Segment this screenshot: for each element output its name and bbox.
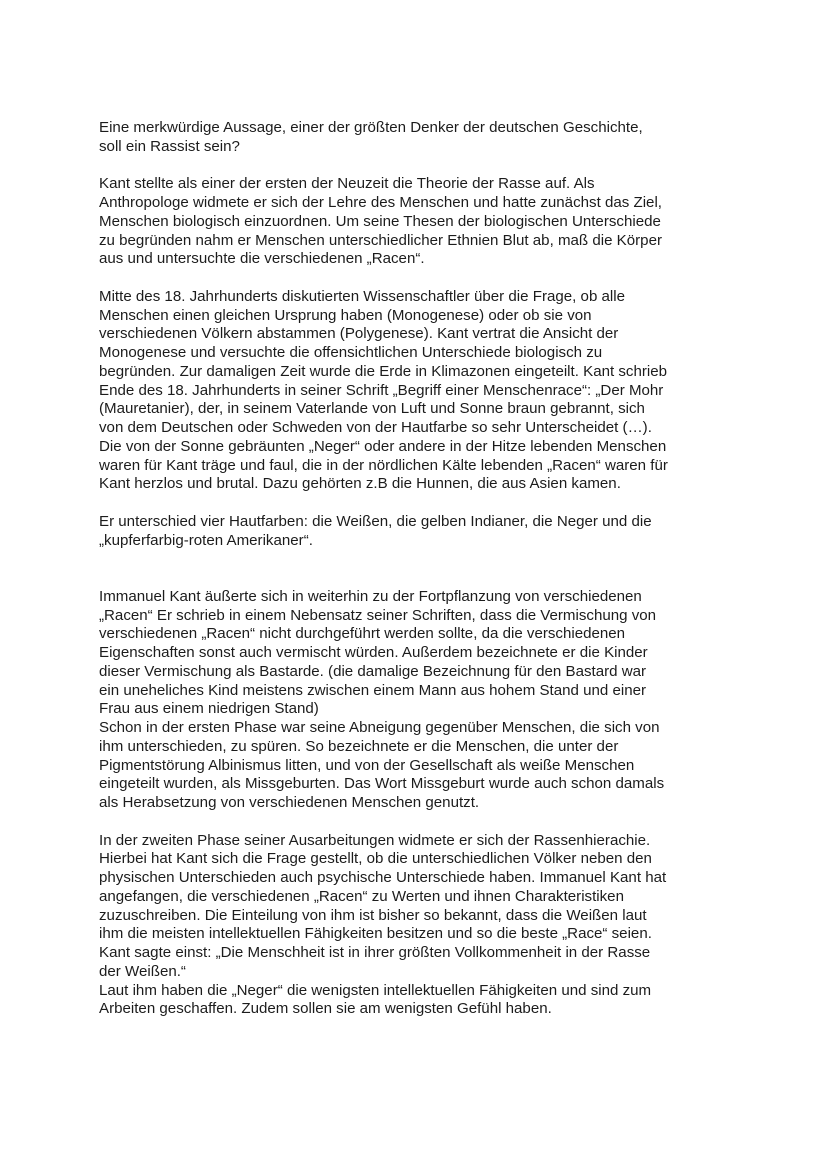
text-line: ihm unterschieden, zu spüren. So bezeichnete er die Menschen, die unter der bbox=[99, 737, 619, 755]
text-line: Schon in der ersten Phase war seine Abneigung gegenüber Menschen, die sich von bbox=[99, 719, 660, 736]
text-line: Mitte des 18. Jahrhunderts diskutierten Wissenschaftler über die Frage, ob alle bbox=[99, 287, 626, 305]
text-line: Immanuel Kant äußerte sich in weiterhin zu der Fortpflanzung von verschiedenen bbox=[99, 587, 642, 605]
text-line: „kupferfarbig-roten Amerikaner“. bbox=[99, 531, 313, 549]
text-line: „Racen“ Er schrieb in einem Nebensatz seiner Schriften, dass die Vermischung von bbox=[99, 606, 657, 624]
paragraph-spacer bbox=[99, 550, 739, 588]
text-line: zu begründen nahm er Menschen unterschiedlicher Ethnien Blut ab, maß die Körper bbox=[99, 231, 662, 249]
text-line: ihm die meisten intellektuellen Fähigkeiten besitzen und so die beste „Race“ seien. bbox=[99, 925, 652, 943]
paragraph-kant-race-theory bbox=[99, 175, 739, 269]
text-line: angefangen, die verschiedenen „Racen“ zu Werten und ihnen Charakteristiken bbox=[99, 887, 624, 905]
text-line: Er unterschied vier Hautfarben: die Weißen, die gelben Indianer, die Neger und die bbox=[99, 512, 652, 530]
text-line: ein uneheliches Kind meistens zwischen einem Mann aus hohem Stand und einer bbox=[99, 681, 647, 699]
paragraph-racial-hierarchy bbox=[99, 832, 739, 1020]
text-line: eingeteilt wurden, als Missgeburten. Das Wort Missgeburt wurde auch schon damals bbox=[99, 775, 665, 793]
text-line: aus und untersuchte die verschiedenen „Racen“. bbox=[99, 250, 425, 268]
text-line: Eine merkwürdige Aussage, einer der größten Denker der deutschen Geschichte, bbox=[99, 119, 643, 136]
text-line: Menschen einen gleichen Ursprung haben (Monogenese) oder ob sie von bbox=[99, 306, 592, 324]
text-line: Kant stellte als einer der ersten der Neuzeit die Theorie der Rasse auf. Als bbox=[99, 175, 595, 193]
paragraph-monogenese bbox=[99, 288, 739, 494]
paragraph-skin-colors bbox=[99, 513, 739, 551]
text-line: Kant sagte einst: „Die Menschheit ist in ihrer größten Vollkommenheit in der Rasse bbox=[99, 944, 651, 961]
text-line: verschiedenen „Racen“ nicht durchgeführt werden sollte, da die verschiedenen bbox=[99, 625, 626, 643]
text-line: begründen. Zur damaligen Zeit wurde die Erde in Klimazonen eingeteilt. Kant schrieb bbox=[99, 362, 668, 380]
paragraph-intro-question bbox=[99, 119, 739, 157]
text-line: Hierbei hat Kant sich die Frage gestellt, ob die unterschiedlichen Völker neben den bbox=[99, 850, 652, 868]
text-line: physischen Unterschieden auch psychische Unterschiede haben. Immanuel Kant hat bbox=[99, 869, 667, 886]
text-line: Anthropologe widmete er sich der Lehre des Menschen und hatte zunächst das Ziel, bbox=[99, 194, 662, 211]
text-line: Menschen biologisch einzuordnen. Um seine Thesen der biologischen Unterschiede bbox=[99, 212, 661, 230]
text-line: Laut ihm haben die „Neger“ die wenigsten intellektuellen Fähigkeiten und sind zum bbox=[99, 981, 652, 999]
text-line: Eigenschaften sonst auch vermischt würden. Außerdem bezeichnete er die Kinder bbox=[99, 644, 648, 661]
text-line: Ende des 18. Jahrhunderts in seiner Schrift „Begriff einer Menschenrace“: „Der Mohr bbox=[99, 381, 664, 399]
text-line: Arbeiten geschaffen. Zudem sollen sie am wenigsten Gefühl haben. bbox=[99, 1000, 552, 1018]
paragraph-spacer bbox=[99, 269, 739, 288]
text-line: der Weißen.“ bbox=[99, 962, 186, 980]
text-line: zuzuschreiben. Die Einteilung von ihm ist bisher so bekannt, dass die Weißen laut bbox=[99, 906, 647, 924]
paragraph-reproduction bbox=[99, 588, 739, 813]
text-line: In der zweiten Phase seiner Ausarbeitungen widmete er sich der Rassenhierachie. bbox=[99, 831, 651, 849]
text-line: Die von der Sonne gebräunten „Neger“ oder andere in der Hitze lebenden Menschen bbox=[99, 437, 667, 455]
text-line: Kant herzlos und brutal. Dazu gehörten z.B die Hunnen, die aus Asien kamen. bbox=[99, 475, 621, 493]
text-line: von dem Deutschen oder Schweden von der Hautfarbe so sehr Unterscheidet (…). bbox=[99, 419, 652, 436]
text-line: als Herabsetzung von verschiedenen Menschen genutzt. bbox=[99, 794, 480, 811]
text-line: dieser Vermischung als Bastarde. (die damalige Bezeichnung für den Bastard war bbox=[99, 662, 647, 680]
text-line: waren für Kant träge und faul, die in der nördlichen Kälte lebenden „Racen“ waren für bbox=[99, 456, 668, 474]
text-line: soll ein Rassist sein? bbox=[99, 137, 240, 155]
text-line: verschiedenen Völkern abstammen (Polygenese). Kant vertrat die Ansicht der bbox=[99, 325, 619, 343]
text-line: Frau aus einem niedrigen Stand) bbox=[99, 700, 319, 718]
paragraph-spacer bbox=[99, 157, 739, 176]
text-line: (Mauretanier), der, in seinem Vaterlande von Luft und Sonne braun gebrannt, sich bbox=[99, 400, 645, 418]
document-body bbox=[99, 119, 739, 1019]
paragraph-spacer bbox=[99, 494, 739, 513]
text-line: Pigmentstörung Albinismus litten, und von der Gesellschaft als weiße Menschen bbox=[99, 756, 635, 774]
paragraph-spacer bbox=[99, 813, 739, 832]
text-line: Monogenese und versuchte die offensichtlichen Unterschiede biologisch zu bbox=[99, 344, 603, 361]
